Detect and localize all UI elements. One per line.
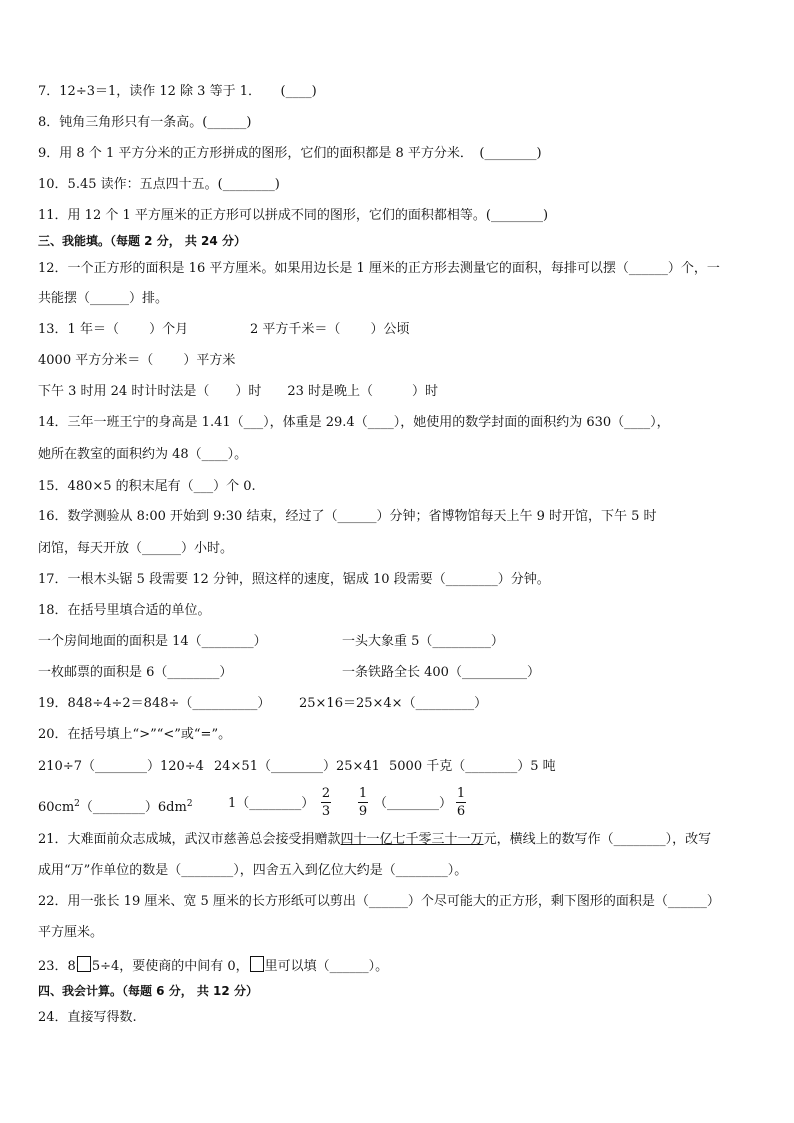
- question-23-middle: 5÷4，要使商的中间有 0，: [91, 959, 249, 974]
- question-14-line-2: 她所在教室的面积约为 48（____）。: [38, 447, 248, 462]
- question-12-line-2: 共能摆（______）排。: [38, 291, 169, 306]
- exponent-left: 2: [74, 799, 80, 809]
- question-11: 11．用 12 个 1 平方厘米的正方形可以拼成不同的图形，它们的面积都相等。(________): [38, 208, 549, 223]
- fraction-denominator: 3: [321, 804, 331, 819]
- fraction-numerator: 2: [321, 786, 331, 801]
- question-13-b: 2 平方千米＝（ ）公顷: [250, 322, 410, 337]
- question-15: 15．480×5 的积末尾有（___）个 0.: [38, 479, 256, 494]
- question-14-line-1: 14．三年一班王宁的身高是 1.41（___），体重是 29.4（____），她使用的数学封面的面积约为 630（____），: [38, 415, 670, 430]
- fraction-bar: [321, 802, 331, 803]
- exponent-right: 2: [186, 799, 193, 809]
- question-21-suffix: 元，横线上的数写作（________），改写: [483, 832, 712, 847]
- question-20-b: 24×51（________）25×41: [214, 759, 380, 774]
- blank-box: [77, 956, 91, 972]
- question-9: 9．用 8 个 1 平方分米的正方形拼成的图形，它们的面积都是 8 平方分米． (________): [38, 146, 542, 161]
- question-20: 20．在括号填上“>”“<”或“=”。: [38, 727, 232, 742]
- section-4-heading: 四、我会计算。（每题 6 分， 共 12 分）: [38, 984, 258, 998]
- question-20-d-right: （________）6dm: [79, 800, 187, 815]
- question-21-line-2: 成用“万”作单位的数是（________），四舍五入到亿位大约是（________）。: [38, 863, 468, 878]
- question-22-line-1: 22．用一张长 19 厘米、宽 5 厘米的长方形纸可以剪出（______）个尽可能大的正方形，剩下图形的面积是（______）: [38, 894, 720, 909]
- fraction-one-ninth: [358, 786, 368, 819]
- question-10: 10．5.45 读作：五点四十五。(________): [38, 177, 280, 192]
- question-13-a: 13．1 年＝（ ）个月: [38, 322, 189, 337]
- question-13-c: 4000 平方分米＝（ ）平方米: [38, 353, 236, 368]
- question-22-line-2: 平方厘米。: [38, 925, 104, 940]
- blank-box: [250, 956, 264, 972]
- fraction-one-sixth: [456, 786, 466, 819]
- fraction-numerator: 1: [358, 786, 368, 801]
- fraction-denominator: 9: [358, 804, 368, 819]
- question-23-prefix: 23．8: [38, 959, 76, 974]
- fraction-bar: [456, 802, 466, 803]
- question-20-d: [38, 795, 193, 817]
- question-18-c: 一枚邮票的面积是 6（________）: [38, 665, 233, 680]
- question-20-e: 1（________）: [228, 796, 315, 811]
- fraction-two-thirds: [321, 786, 331, 819]
- question-17: 17．一根木头锯 5 段需要 12 分钟，照这样的速度，锯成 10 段需要（________）分钟。: [38, 572, 550, 587]
- question-19-a: 19．848÷4÷2＝848÷（__________）: [38, 696, 271, 711]
- question-19-b: 25×16＝25×4×（_________）: [299, 696, 488, 711]
- question-13-d: 下午 3 时用 24 时计时法是（ ）时 23 时是晚上（ ）时: [38, 384, 439, 399]
- underlined-number: 四十一亿七千零三十一万: [340, 832, 484, 847]
- question-20-f: （________）: [374, 796, 453, 811]
- question-16-line-2: 闭馆，每天开放（______）小时。: [38, 541, 234, 556]
- question-8: 8．钝角三角形只有一条高。(______): [38, 115, 252, 130]
- question-18-d: 一条铁路全长 400（__________）: [342, 665, 540, 680]
- question-24: 24．直接写得数.: [38, 1010, 137, 1025]
- fraction-bar: [358, 802, 368, 803]
- question-21-line-1: [38, 831, 711, 849]
- question-18: 18．在括号里填合适的单位。: [38, 603, 211, 618]
- question-23: [38, 956, 388, 976]
- fraction-numerator: 1: [456, 786, 466, 801]
- fraction-denominator: 6: [456, 804, 466, 819]
- question-23-suffix: 里可以填（______）。: [264, 959, 389, 974]
- question-16-line-1: 16．数学测验从 8:00 开始到 9:30 结束，经过了（______）分钟；省博物馆每天上午 9 时开馆，下午 5 时: [38, 509, 657, 524]
- section-3-heading: 三、我能填。（每题 2 分， 共 24 分）: [38, 234, 246, 248]
- question-20-a: 210÷7（________）120÷4: [38, 759, 204, 774]
- question-18-a: 一个房间地面的面积是 14（________）: [38, 634, 267, 649]
- question-7: 7．12÷3＝1，读作 12 除 3 等于 1． (____): [38, 84, 317, 99]
- question-21-prefix: 21．大难面前众志成城，武汉市慈善总会接受捐赠款: [38, 832, 341, 847]
- question-20-d-left: 60cm: [38, 800, 75, 815]
- question-18-b: 一头大象重 5（_________）: [342, 634, 504, 649]
- question-12-line-1: 12．一个正方形的面积是 16 平方厘米。如果用边长是 1 厘米的正方形去测量它的面积，每排可以摆（______）个，一: [38, 261, 720, 276]
- question-20-c: 5000 千克（________）5 吨: [389, 759, 556, 774]
